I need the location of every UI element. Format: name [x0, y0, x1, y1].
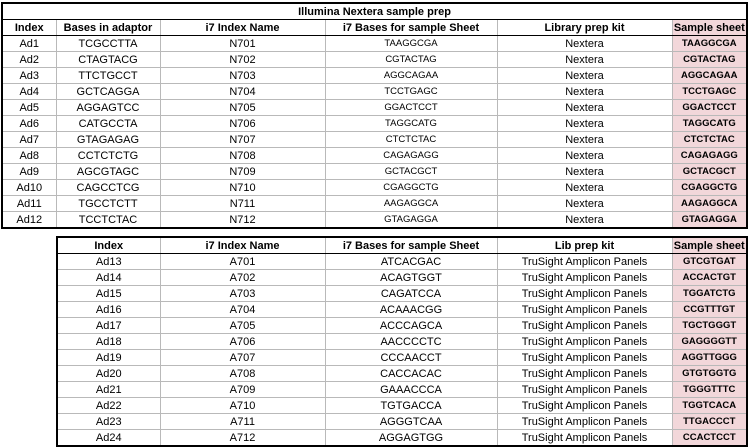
- cell-lib-prep-kit: TruSight Amplicon Panels: [497, 334, 672, 350]
- cell-sample-sheet: GCTACGCT: [672, 164, 747, 180]
- cell-lib-prep-kit: TruSight Amplicon Panels: [497, 398, 672, 414]
- cell-sample-sheet: ACCACTGT: [672, 270, 747, 286]
- col-header-sample-sheet: Sample sheet: [672, 20, 747, 36]
- table-row: [2, 196, 747, 212]
- table-row: [57, 350, 747, 366]
- table-row: [57, 382, 747, 398]
- cell-index: Ad4: [2, 84, 56, 100]
- cell-lib-prep-kit: TruSight Amplicon Panels: [497, 318, 672, 334]
- header-row: [57, 237, 747, 254]
- cell-i7-index-name: A709: [160, 382, 325, 398]
- col-header-i7-index-name: i7 Index Name: [160, 20, 325, 36]
- cell-i7-bases: CAGATCCA: [325, 286, 497, 302]
- cell-i7-bases: AGGGTCAA: [325, 414, 497, 430]
- table-row: [2, 84, 747, 100]
- cell-index: Ad24: [57, 430, 160, 447]
- nextera-table: [1, 2, 748, 229]
- cell-i7-bases: AAGAGGCA: [325, 196, 497, 212]
- cell-index: Ad15: [57, 286, 160, 302]
- cell-index: Ad2: [2, 52, 56, 68]
- cell-sample-sheet: AGGCAGAA: [672, 68, 747, 84]
- cell-sample-sheet: CTCTCTAC: [672, 132, 747, 148]
- table-row: [2, 164, 747, 180]
- cell-i7-bases: TAGGCATG: [325, 116, 497, 132]
- cell-i7-index-name: A707: [160, 350, 325, 366]
- cell-lib-prep-kit: TruSight Amplicon Panels: [497, 254, 672, 270]
- cell-library-prep-kit: Nextera: [497, 36, 672, 52]
- cell-i7-index-name: N711: [160, 196, 325, 212]
- cell-sample-sheet: CGAGGCTG: [672, 180, 747, 196]
- cell-bases-adaptor: AGCGTAGC: [56, 164, 160, 180]
- cell-index: Ad17: [57, 318, 160, 334]
- cell-i7-bases: ACCCAGCA: [325, 318, 497, 334]
- cell-i7-index-name: N708: [160, 148, 325, 164]
- cell-i7-index-name: A711: [160, 414, 325, 430]
- cell-sample-sheet: CCGTTTGT: [672, 302, 747, 318]
- cell-library-prep-kit: Nextera: [497, 212, 672, 229]
- cell-i7-index-name: A706: [160, 334, 325, 350]
- col-header-i7-index-name: i7 Index Name: [160, 237, 325, 254]
- cell-index: Ad8: [2, 148, 56, 164]
- col-header-index: Index: [2, 20, 56, 36]
- cell-library-prep-kit: Nextera: [497, 196, 672, 212]
- cell-sample-sheet: TGCTGGGT: [672, 318, 747, 334]
- cell-index: Ad13: [57, 254, 160, 270]
- cell-index: Ad11: [2, 196, 56, 212]
- col-header-i7-bases: i7 Bases for sample Sheet: [325, 20, 497, 36]
- table-row: [57, 398, 747, 414]
- cell-index: Ad6: [2, 116, 56, 132]
- cell-index: Ad10: [2, 180, 56, 196]
- cell-sample-sheet: GGACTCCT: [672, 100, 747, 116]
- cell-sample-sheet: GTGTGGTG: [672, 366, 747, 382]
- cell-i7-index-name: N712: [160, 212, 325, 229]
- cell-index: Ad21: [57, 382, 160, 398]
- cell-i7-index-name: A702: [160, 270, 325, 286]
- table-row: [57, 414, 747, 430]
- cell-i7-bases: GTAGAGGA: [325, 212, 497, 229]
- cell-i7-index-name: A712: [160, 430, 325, 447]
- cell-index: Ad9: [2, 164, 56, 180]
- col-header-index: Index: [57, 237, 160, 254]
- col-header-library-prep-kit: Library prep kit: [497, 20, 672, 36]
- cell-lib-prep-kit: TruSight Amplicon Panels: [497, 302, 672, 318]
- cell-bases-adaptor: CAGCCTCG: [56, 180, 160, 196]
- cell-i7-index-name: N702: [160, 52, 325, 68]
- cell-index: Ad18: [57, 334, 160, 350]
- cell-i7-bases: GCTACGCT: [325, 164, 497, 180]
- table-row: [2, 116, 747, 132]
- cell-i7-bases: TCCTGAGC: [325, 84, 497, 100]
- cell-index: Ad20: [57, 366, 160, 382]
- table-row: [2, 68, 747, 84]
- cell-i7-index-name: A705: [160, 318, 325, 334]
- cell-library-prep-kit: Nextera: [497, 180, 672, 196]
- cell-sample-sheet: TGGGTTTC: [672, 382, 747, 398]
- cell-i7-index-name: N704: [160, 84, 325, 100]
- cell-lib-prep-kit: TruSight Amplicon Panels: [497, 366, 672, 382]
- cell-sample-sheet: TGGTCACA: [672, 398, 747, 414]
- cell-bases-adaptor: CATGCCTA: [56, 116, 160, 132]
- cell-i7-bases: CAGAGAGG: [325, 148, 497, 164]
- cell-i7-index-name: A704: [160, 302, 325, 318]
- cell-library-prep-kit: Nextera: [497, 84, 672, 100]
- table-row: [57, 366, 747, 382]
- cell-i7-bases: TGTGACCA: [325, 398, 497, 414]
- cell-bases-adaptor: CCTCTCTG: [56, 148, 160, 164]
- cell-lib-prep-kit: TruSight Amplicon Panels: [497, 382, 672, 398]
- cell-i7-index-name: A710: [160, 398, 325, 414]
- cell-i7-index-name: A701: [160, 254, 325, 270]
- cell-library-prep-kit: Nextera: [497, 100, 672, 116]
- table-title: Illumina Nextera sample prep: [2, 3, 747, 20]
- table-row: [2, 148, 747, 164]
- col-header-lib-prep-kit: Lib prep kit: [497, 237, 672, 254]
- cell-sample-sheet: GTAGAGGA: [672, 212, 747, 229]
- cell-i7-index-name: N703: [160, 68, 325, 84]
- cell-index: Ad12: [2, 212, 56, 229]
- cell-library-prep-kit: Nextera: [497, 164, 672, 180]
- cell-i7-bases: TAAGGCGA: [325, 36, 497, 52]
- cell-sample-sheet: AAGAGGCA: [672, 196, 747, 212]
- table-row: [2, 212, 747, 229]
- cell-sample-sheet: GTCGTGAT: [672, 254, 747, 270]
- table-row: [2, 100, 747, 116]
- cell-lib-prep-kit: TruSight Amplicon Panels: [497, 430, 672, 447]
- cell-sample-sheet: TGGATCTG: [672, 286, 747, 302]
- cell-bases-adaptor: GTAGAGAG: [56, 132, 160, 148]
- cell-i7-bases: ACAAACGG: [325, 302, 497, 318]
- cell-sample-sheet: AGGTTGGG: [672, 350, 747, 366]
- cell-bases-adaptor: TCGCCTTA: [56, 36, 160, 52]
- cell-i7-index-name: A708: [160, 366, 325, 382]
- cell-i7-index-name: N701: [160, 36, 325, 52]
- cell-i7-bases: ACAGTGGT: [325, 270, 497, 286]
- table-row: [2, 36, 747, 52]
- cell-library-prep-kit: Nextera: [497, 68, 672, 84]
- cell-i7-bases: CACCACAC: [325, 366, 497, 382]
- cell-bases-adaptor: TTCTGCCT: [56, 68, 160, 84]
- cell-sample-sheet: TCCTGAGC: [672, 84, 747, 100]
- cell-sample-sheet: CCACTCCT: [672, 430, 747, 447]
- cell-i7-index-name: N710: [160, 180, 325, 196]
- cell-bases-adaptor: GCTCAGGA: [56, 84, 160, 100]
- cell-library-prep-kit: Nextera: [497, 132, 672, 148]
- cell-index: Ad7: [2, 132, 56, 148]
- cell-index: Ad14: [57, 270, 160, 286]
- table-row: [57, 270, 747, 286]
- cell-sample-sheet: CGTACTAG: [672, 52, 747, 68]
- cell-i7-index-name: N705: [160, 100, 325, 116]
- cell-i7-index-name: N706: [160, 116, 325, 132]
- cell-library-prep-kit: Nextera: [497, 116, 672, 132]
- table-row: [57, 430, 747, 447]
- table-row: [57, 318, 747, 334]
- cell-index: Ad23: [57, 414, 160, 430]
- cell-lib-prep-kit: TruSight Amplicon Panels: [497, 350, 672, 366]
- cell-index: Ad5: [2, 100, 56, 116]
- cell-i7-bases: ATCACGAC: [325, 254, 497, 270]
- cell-i7-bases: CTCTCTAC: [325, 132, 497, 148]
- cell-bases-adaptor: AGGAGTCC: [56, 100, 160, 116]
- cell-i7-bases: CCCAACCT: [325, 350, 497, 366]
- cell-index: Ad19: [57, 350, 160, 366]
- col-header-sample-sheet: Sample sheet: [672, 237, 747, 254]
- cell-i7-index-name: N709: [160, 164, 325, 180]
- cell-sample-sheet: GAGGGGTT: [672, 334, 747, 350]
- table-row: [57, 286, 747, 302]
- cell-sample-sheet: TAGGCATG: [672, 116, 747, 132]
- cell-i7-bases: GAAACCCA: [325, 382, 497, 398]
- cell-i7-bases: CGTACTAG: [325, 52, 497, 68]
- table-row: [57, 302, 747, 318]
- cell-index: Ad1: [2, 36, 56, 52]
- col-header-bases-adaptor: Bases in adaptor: [56, 20, 160, 36]
- table-row: [2, 180, 747, 196]
- cell-i7-index-name: N707: [160, 132, 325, 148]
- table-row: [2, 132, 747, 148]
- cell-i7-bases: GGACTCCT: [325, 100, 497, 116]
- cell-sample-sheet: CAGAGAGG: [672, 148, 747, 164]
- cell-sample-sheet: TTGACCCT: [672, 414, 747, 430]
- cell-bases-adaptor: CTAGTACG: [56, 52, 160, 68]
- cell-index: Ad3: [2, 68, 56, 84]
- cell-lib-prep-kit: TruSight Amplicon Panels: [497, 286, 672, 302]
- cell-i7-bases: CGAGGCTG: [325, 180, 497, 196]
- cell-lib-prep-kit: TruSight Amplicon Panels: [497, 414, 672, 430]
- cell-bases-adaptor: TCCTCTAC: [56, 212, 160, 229]
- cell-index: Ad16: [57, 302, 160, 318]
- cell-i7-bases: AGGAGTGG: [325, 430, 497, 447]
- cell-i7-index-name: A703: [160, 286, 325, 302]
- table-row: [57, 334, 747, 350]
- cell-library-prep-kit: Nextera: [497, 52, 672, 68]
- header-row: [2, 20, 747, 36]
- col-header-i7-bases: i7 Bases for sample Sheet: [325, 237, 497, 254]
- trusight-table: [56, 236, 748, 447]
- cell-i7-bases: AACCCCTC: [325, 334, 497, 350]
- cell-library-prep-kit: Nextera: [497, 148, 672, 164]
- cell-sample-sheet: TAAGGCGA: [672, 36, 747, 52]
- cell-bases-adaptor: TGCCTCTT: [56, 196, 160, 212]
- cell-lib-prep-kit: TruSight Amplicon Panels: [497, 270, 672, 286]
- cell-index: Ad22: [57, 398, 160, 414]
- cell-i7-bases: AGGCAGAA: [325, 68, 497, 84]
- table-row: [57, 254, 747, 270]
- table-row: [2, 52, 747, 68]
